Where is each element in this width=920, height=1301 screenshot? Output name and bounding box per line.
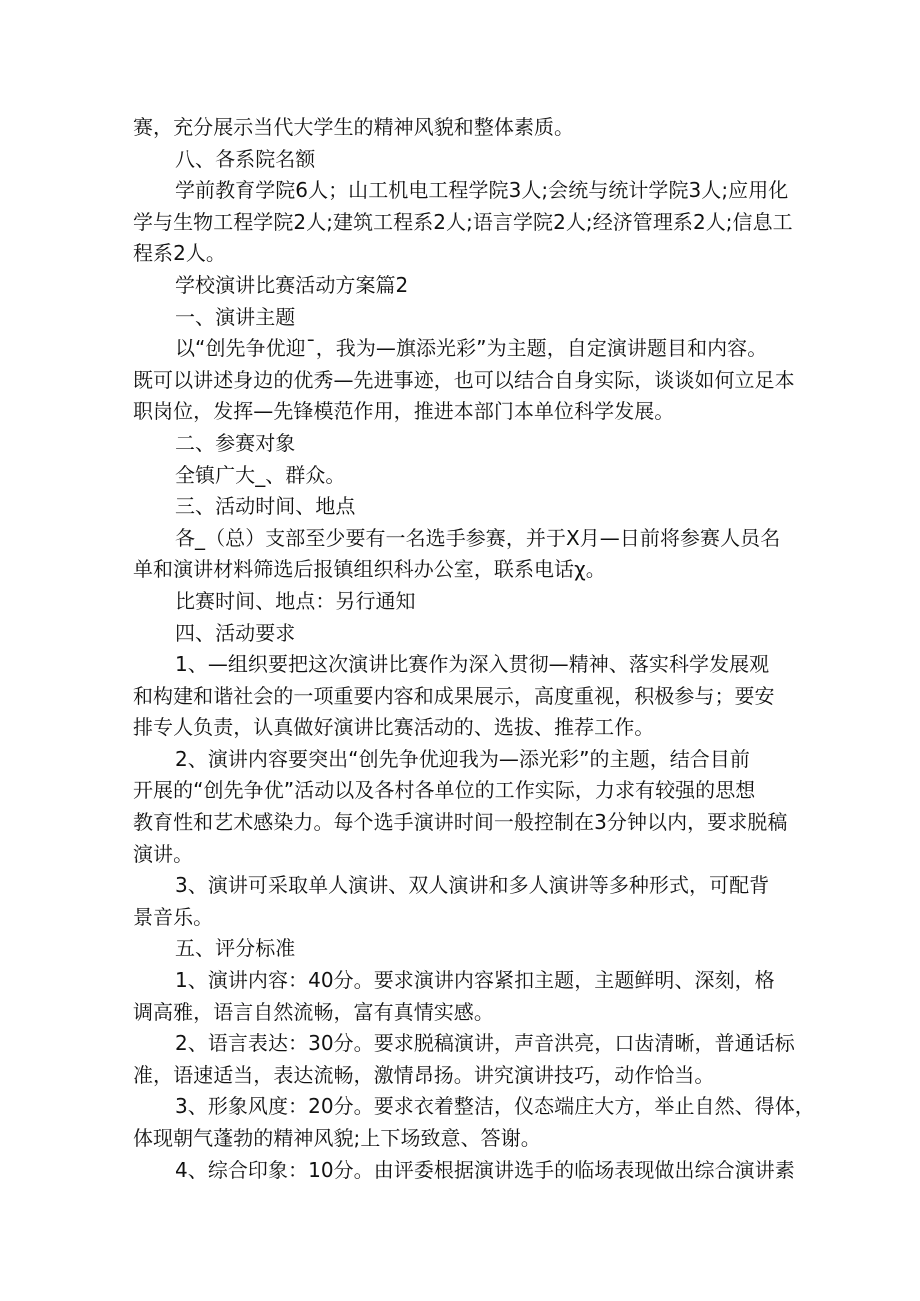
- text-line: 各_（总）支部至少要有一名选手参赛，并于X月—日前将参赛人员名: [175, 525, 781, 550]
- text-line: 3、形象风度：20分。要求衣着整洁，仪态端庄大方，举止自然、得体，: [175, 1094, 815, 1119]
- text-line: 2、演讲内容要突出“创先争优迎我为—添光彩”的主题，结合目前: [175, 746, 750, 771]
- text-line: 单和演讲材料筛选后报镇组织科办公室，联系电话χ。: [133, 557, 606, 582]
- section-heading: 五、评分标准: [175, 936, 296, 961]
- document-subtitle: 学校演讲比赛活动方案篇2: [175, 272, 409, 297]
- text-line: 赛，充分展示当代大学生的精神风貌和整体素质。: [133, 115, 575, 139]
- text-line: 职岗位，发挥—先锋模范作用，推进本部门本单位科学发展。: [133, 399, 675, 424]
- text-line: 体现朝气蓬勃的精神风貌;上下场致意、答谢。: [133, 1126, 541, 1150]
- text-line: 1、演讲内容：40分。要求演讲内容紧扣主题，主题鲜明、深刻，格: [175, 968, 775, 993]
- text-line: 教育性和艺术感染力。每个选手演讲时间一般控制在3分钟以内，要求脱稿: [133, 810, 788, 835]
- text-line: 学前教育学院6人；山工机电工程学院3人;会统与统计学院3人;应用化: [175, 178, 789, 203]
- text-line: 调高雅，语言自然流畅，富有真情实感。: [133, 999, 494, 1024]
- section-heading: 三、活动时间、地点: [175, 494, 356, 519]
- text-line: 全镇广大_、群众。: [175, 462, 346, 487]
- document-body: [133, 112, 815, 1186]
- text-line: 2、语言表达：30分。要求脱稿演讲，声音洪亮，口齿清晰，普通话标: [175, 1031, 795, 1056]
- text-line: 和构建和谐社会的一项重要内容和成果展示，高度重视，积极参与；要安: [133, 683, 775, 708]
- text-line: 3、演讲可采取单人演讲、双人演讲和多人演讲等多种形式，可配背: [175, 873, 770, 898]
- text-line: 1、—组织要把这次演讲比赛作为深入贯彻—精神、落实科学发展观: [175, 652, 770, 677]
- text-line: 比赛时间、地点：另行通知: [175, 588, 416, 613]
- section-heading: 四、活动要求: [175, 620, 296, 645]
- text-line: 程系2人。: [133, 241, 226, 266]
- text-line: 既可以讲述身边的优秀—先进事迹，也可以结合自身实际，谈谈如何立足本: [133, 367, 795, 392]
- text-line: 开展的“创先争优”活动以及各村各单位的工作实际，力求有较强的思想: [133, 778, 756, 803]
- text-line: 景音乐。: [133, 904, 214, 929]
- text-line: 排专人负责，认真做好演讲比赛活动的、选拔、推荐工作。: [133, 715, 655, 740]
- section-heading: 二、参赛对象: [175, 430, 296, 455]
- section-heading: 一、演讲主题: [175, 304, 296, 329]
- text-line: 准，语速适当，表达流畅，激情昂扬。讲究演讲技巧，动作恰当。: [133, 1062, 715, 1087]
- text-line: 演讲。: [133, 841, 194, 866]
- section-heading: 八、各系院名额: [175, 146, 316, 171]
- text-line: 以“创先争优迎¯，我为—旗添光彩”为主题，自定演讲题目和内容。: [175, 336, 768, 361]
- text-line: 4、综合印象：10分。由评委根据演讲选手的临场表现做出综合演讲素: [175, 1157, 795, 1182]
- text-line: 学与生物工程学院2人;建筑工程系2人;语言学院2人;经济管理系2人;信息工: [133, 209, 793, 234]
